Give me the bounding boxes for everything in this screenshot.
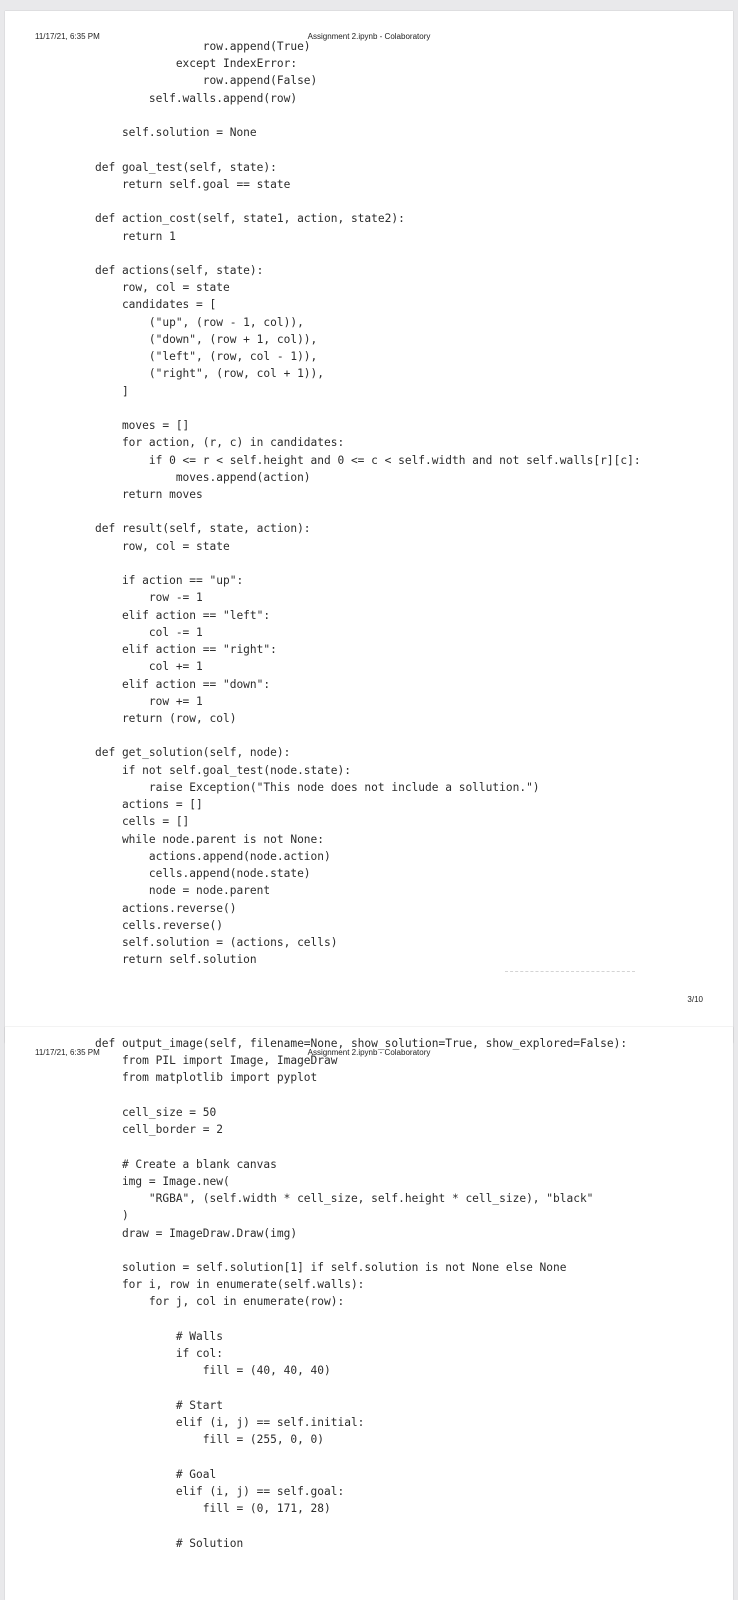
code-line: # Solution bbox=[95, 1536, 244, 1550]
code-line: return self.solution bbox=[95, 953, 257, 967]
code-line: ("down", (row + 1, col)), bbox=[95, 332, 318, 346]
print-header-date: 11/17/21, 6:35 PM bbox=[35, 1048, 100, 1057]
code-line: row, col = state bbox=[95, 281, 230, 295]
code-line: ] bbox=[95, 384, 129, 398]
code-line: def output_image(self, filename=None, show_solution=True, show_explored=False): bbox=[95, 1037, 628, 1050]
code-line: ("right", (row, col + 1)), bbox=[95, 367, 325, 381]
code-line: if not self.goal_test(node.state): bbox=[95, 763, 351, 777]
code-line: moves.append(action) bbox=[95, 470, 311, 484]
code-line: elif action == "left": bbox=[95, 608, 271, 622]
code-line: while node.parent is not None: bbox=[95, 832, 325, 846]
code-line: fill = (40, 40, 40) bbox=[95, 1364, 331, 1378]
code-line: self.walls.append(row) bbox=[95, 91, 298, 105]
code-line: row += 1 bbox=[95, 694, 203, 708]
page-number: 3/10 bbox=[687, 995, 703, 1004]
code-line: elif (i, j) == self.goal: bbox=[95, 1484, 345, 1498]
printed-page-4 bbox=[5, 1027, 733, 1600]
code-line: elif action == "right": bbox=[95, 643, 277, 657]
code-line: # Walls bbox=[95, 1329, 223, 1343]
code-line: except IndexError: bbox=[95, 57, 298, 71]
code-line: actions = [] bbox=[95, 798, 203, 812]
code-line: row.append(True) bbox=[95, 40, 311, 53]
code-line: cells = [] bbox=[95, 815, 190, 829]
code-line: def action_cost(self, state1, action, state2): bbox=[95, 212, 405, 226]
code-line: moves = [] bbox=[95, 419, 190, 433]
code-line: solution = self.solution[1] if self.solution is not None else None bbox=[95, 1260, 567, 1274]
code-line: elif (i, j) == self.initial: bbox=[95, 1416, 365, 1430]
code-line: if col: bbox=[95, 1347, 223, 1361]
code-line: cell_border = 2 bbox=[95, 1123, 223, 1137]
code-line: for j, col in enumerate(row): bbox=[95, 1295, 345, 1309]
print-header-title: Assignment 2.ipynb - Colaboratory bbox=[307, 1048, 431, 1057]
code-line: return self.goal == state bbox=[95, 177, 291, 191]
code-line: self.solution = (actions, cells) bbox=[95, 935, 338, 949]
code-line: cells.append(node.state) bbox=[95, 867, 311, 881]
code-line: from PIL import Image, ImageDraw bbox=[95, 1054, 338, 1068]
code-line: fill = (255, 0, 0) bbox=[95, 1433, 325, 1447]
code-line: cell_size = 50 bbox=[95, 1105, 217, 1119]
code-line: if action == "up": bbox=[95, 574, 244, 588]
code-line: elif action == "down": bbox=[95, 677, 271, 691]
code-line: col += 1 bbox=[95, 660, 203, 674]
code-line: candidates = [ bbox=[95, 298, 217, 312]
code-line: img = Image.new( bbox=[95, 1174, 230, 1188]
code-line: def goal_test(self, state): bbox=[95, 160, 277, 174]
code-line: "RGBA", (self.width * cell_size, self.height * cell_size), "black" bbox=[95, 1192, 594, 1206]
code-line: cells.reverse() bbox=[95, 918, 223, 932]
print-header-title: Assignment 2.ipynb - Colaboratory bbox=[307, 32, 431, 41]
code-line: # Create a blank canvas bbox=[95, 1157, 277, 1171]
code-line: raise Exception("This node does not include a sollution.") bbox=[95, 780, 540, 794]
code-line: for action, (r, c) in candidates: bbox=[95, 436, 345, 450]
faint-footer-mark bbox=[505, 971, 635, 973]
code-line: return (row, col) bbox=[95, 711, 237, 725]
code-line: def result(self, state, action): bbox=[95, 522, 311, 536]
code-line: def get_solution(self, node): bbox=[95, 746, 291, 760]
code-line: return moves bbox=[95, 487, 203, 501]
code-line: ) bbox=[95, 1209, 129, 1223]
code-line: # Goal bbox=[95, 1467, 217, 1481]
code-line: node = node.parent bbox=[95, 884, 271, 898]
code-line: row -= 1 bbox=[95, 591, 203, 605]
code-line: actions.reverse() bbox=[95, 901, 237, 915]
printed-page-3 bbox=[5, 11, 733, 1043]
code-line: ("up", (row - 1, col)), bbox=[95, 315, 304, 329]
code-line: row, col = state bbox=[95, 539, 230, 553]
code-line: draw = ImageDraw.Draw(img) bbox=[95, 1226, 298, 1240]
code-line: return 1 bbox=[95, 229, 176, 243]
code-line: # Start bbox=[95, 1398, 223, 1412]
print-header-date: 11/17/21, 6:35 PM bbox=[35, 32, 100, 41]
code-line: from matplotlib import pyplot bbox=[95, 1071, 318, 1085]
code-line: row.append(False) bbox=[95, 74, 318, 88]
code-line: ("left", (row, col - 1)), bbox=[95, 350, 318, 364]
code-line: if 0 <= r < self.height and 0 <= c < self.width and not self.walls[r][c]: bbox=[95, 453, 641, 467]
code-line: col -= 1 bbox=[95, 625, 203, 639]
code-line: def actions(self, state): bbox=[95, 263, 264, 277]
code-line: fill = (0, 171, 28) bbox=[95, 1502, 331, 1516]
code-line: actions.append(node.action) bbox=[95, 849, 331, 863]
code-line: self.solution = None bbox=[95, 126, 257, 140]
code-line: for i, row in enumerate(self.walls): bbox=[95, 1278, 365, 1292]
